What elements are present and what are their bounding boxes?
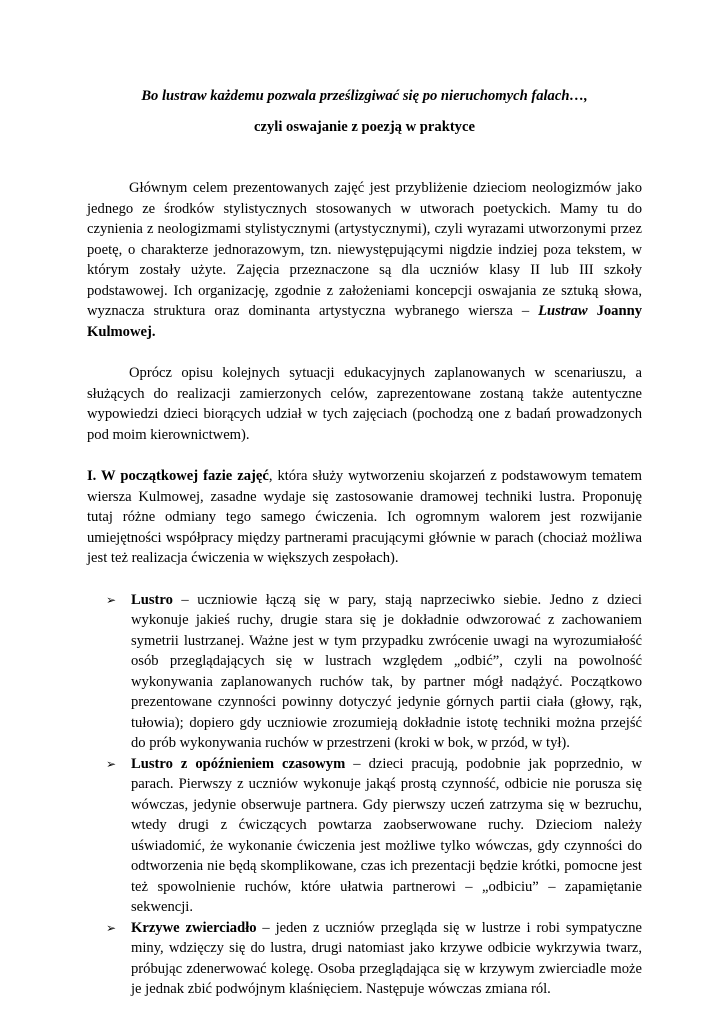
- arrow-right-icon: ➢: [106, 756, 117, 771]
- exercise-term: Lustro: [131, 591, 173, 608]
- intro-paragraph-2: Oprócz opisu kolejnych sytuacji edukacyjnych zaplanowanych w scenariuszu, a służących do realizacji zamierzonych celów, zaprezentowane zostaną także autentyczne wypowiedzi dzieci biorących udział w tych zajęciach (pochodzą one z badań prowadzonych pod moim kierownictwem).: [87, 365, 642, 443]
- document-page: [87, 86, 642, 1000]
- arrow-right-icon: ➢: [106, 592, 117, 607]
- document-title: Bo lustraw każdemu pozwala prześlizgiwać się po nieruchomych falach…,: [141, 88, 588, 104]
- exercise-list: [87, 590, 642, 1000]
- list-item: ➢ Krzywe zwierciadło – jeden z uczniów przegląda się w lustrze i robi sympatyczne miny, wdzięczy się do lustra, drugi natomiast jako krzywe odbicie wykrzywia twarz, próbując zdenerwować kolegę. Osoba przeglądająca się w krzywym zwierciadle może je jednak zbić podwójnym klaśnięciem. Następuje wówczas zmiana ról.: [106, 919, 642, 997]
- poem-title: Lustraw: [538, 303, 588, 319]
- exercise-term: Lustro z opóźnieniem czasowym: [131, 755, 346, 772]
- document-subtitle: czyli oswajanie z poezją w praktyce: [254, 119, 475, 135]
- arrow-right-icon: ➢: [106, 920, 117, 935]
- exercise-term: Krzywe zwierciadło: [131, 919, 257, 936]
- poet-name: Joanny Kulmowej.: [87, 303, 642, 340]
- section-1-heading: I. W początkowej fazie zajęć: [87, 468, 269, 484]
- intro-paragraph-1: Głównym celem prezentowanych zajęć jest przybliżenie dzieciom neologizmów jako jednego ze środków stylistycznych stosowanych w utworach poetyckich. Mamy tu do czynienia z neologizmami stylistycznymi (artystycznymi), czyli wyrazami utworzonymi przez poetę, o charakterze jednorazowym, tzn. niewystępującymi nigdzie indziej poza tekstem, w którym zostały użyte. Zajęcia przeznaczone są dla uczniów klasy II lub III szkoły podstawowej. Ich organizację, zgodnie z założeniami koncepcji oswajania ze sztuką słowa, wyznacza struktura oraz dominanta artystyczna wybranego wiersza – Lustraw Joanny Kulmowej.: [87, 180, 642, 340]
- section-1-paragraph: I. W początkowej fazie zajęć, która służy wytworzeniu skojarzeń z podstawowym tematem wiersza Kulmowej, zasadne wydaje się zastosowanie dramowej techniki lustra. Proponuję tutaj różne odmiany tego samego ćwiczenia. Ich ogromnym walorem jest rozwijanie umiejętności współpracy między partnerami pracującymi głównie w parach (chociaż możliwa jest też realizacja ćwiczenia w większych zespołach).: [87, 468, 643, 566]
- list-item: ➢ Lustro z opóźnieniem czasowym – dzieci pracują, podobnie jak poprzednio, w parach. Pierwszy z uczniów wykonuje jakąś prostą czynność, odbicie nie porusza się wówczas, jedynie obserwuje partnera. Gdy pierwszy uczeń zatrzyma się w bezruchu, wtedy drugi z ćwiczących powtarza zaobserwowane ruchy. Dzieciom należy uświadomić, że wykonanie ćwiczenia jest możliwe tylko wówczas, gdy czynności do odtworzenia nie będą skomplikowane, czas ich prezentacji będzie krótki, pomocne jest też spowolnienie ruchów, które ułatwia partnerowi – „odbiciu” – zapamiętanie sekwencji.: [106, 755, 643, 915]
- list-item: ➢ Lustro – uczniowie łączą się w pary, stają naprzeciwko siebie. Jedno z dzieci wykonuje jakieś ruchy, drugie stara się je dokładnie odwzorować z zachowaniem symetrii lustrzanej. Ważne jest w tym przypadku zwrócenie uwagi na wyrozumiałość osób przeglądających się w lustrach względem „odbić”, czyli na powolność wykonywania zaplanowanych ruchów tak, by partner mógł nadążyć. Początkowo prezentowane czynności powinny dotyczyć jedynie górnych partii ciała (głowy, rąk, tułowia); dopiero gdy uczniowie zrozumieją dokładnie istotę techniki można przejść do prób wykonywania ruchów w przestrzeni (kroki w bok, w przód, w tył).: [106, 591, 642, 751]
